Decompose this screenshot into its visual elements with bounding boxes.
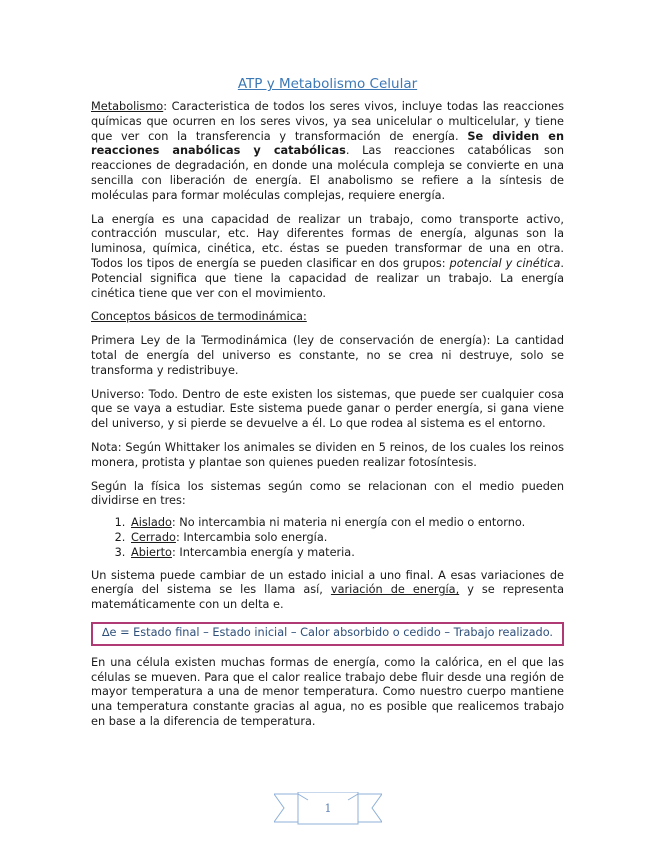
paragraph-text: : Caracteristica de todos los seres vivos, incluye todas las reacciones químicas que ocurren en los seres vivos, ya sea unicelular o multicelular, y tiene que ver con la transferencia y transformación de energía. <box>91 100 564 143</box>
paragraph-text: Un sistema puede cambiar de un estado inicial a uno final. A esas variaciones de energía del sistema se les llama así, <box>91 568 564 597</box>
systems-list <box>91 516 564 560</box>
paragraph-text: . Potencial significa que tiene la capacidad de realizar un trabajo. La energía cinética tiene que ver con el movimiento. <box>91 256 565 300</box>
document-page <box>91 76 564 739</box>
list-item-term: Abierto <box>131 545 172 559</box>
paragraph-nota: Nota: Según Whittaker los animales se dividen en 5 reinos, de los cuales los reinos monera, protista y plantae son quienes pueden realizar fotosíntesis. <box>91 440 564 469</box>
paragraph-universo: Universo: Todo. Dentro de este existen los sistemas, que puede ser cualquier cosa que se vaya a estudiar. Este sistema puede ganar o perder energía, si gana viene del universo, y si pierde se devuelve a él. Lo que rodea al sistema es el entorno. <box>91 387 564 431</box>
paragraph-sistemas: Según la física los sistemas según como se relacionan con el medio pueden dividirse en tres: <box>91 479 564 508</box>
list-item <box>129 516 564 531</box>
page-number: 1 <box>324 802 332 815</box>
term-metabolismo: Metabolismo <box>91 100 164 113</box>
formula-box: ∆e = Estado final – Estado inicial – Calor absorbido o cedido – Trabajo realizado. <box>91 622 564 646</box>
list-item-term: Aislado <box>131 516 172 530</box>
paragraph-celula: En una célula existen muchas formas de energía, como la calórica, en el que las células se mueven. Para que el calor realice trabajo debe fluir desde una región de mayor temperatura a una de menor temperatura. Como nuestro cuerpo mantiene una temperatura constante gracias al agua, no es posible que realicemos trabajo en base a la diferencia de temperatura. <box>91 655 564 728</box>
bold-statement: Se dividen en reacciones anabólicas y catabólicas <box>91 129 564 158</box>
list-item <box>129 546 564 561</box>
paragraph-metabolismo <box>91 100 564 204</box>
page-title: ATP y Metabolismo Celular <box>237 76 418 92</box>
paragraph-variacion <box>91 569 564 613</box>
list-item-term: Cerrado <box>131 530 176 544</box>
list-item <box>129 531 564 546</box>
list-item-desc: : Intercambia solo energía. <box>175 530 328 544</box>
list-item-desc: : No intercambia ni materia ni energía con el medio o entorno. <box>171 516 526 530</box>
paragraph-energia <box>91 213 564 302</box>
paragraph-text: . Las reacciones catabólicas son reacciones de degradación, en donde una molécula compleja se convierte en una sencilla con liberación de energía. El anabolismo se refiere a la síntesis de moléculas para formar moléculas complejas, requiere energía. <box>91 144 564 202</box>
underlined-term: variación de energía, <box>330 583 460 597</box>
page-number-ribbon <box>274 792 382 826</box>
paragraph-text: y se representa matemáticamente con un delta e. <box>91 583 564 612</box>
list-item-desc: : Intercambia energía y materia. <box>171 545 355 559</box>
paragraph-primera-ley: Primera Ley de la Termodinámica (ley de conservación de energía): La cantidad total de energía del universo es constante, no se crea ni destruye, solo se transforma y redistribuye. <box>91 334 564 377</box>
italic-term: potencial y cinética <box>449 256 561 270</box>
section-heading-termodinamica: Conceptos básicos de termodinámica: <box>91 310 307 324</box>
paragraph-text: La energía es una capacidad de realizar un trabajo, como transporte activo, contracción muscular, etc. Hay diferentes formas de energía, algunas son la luminosa, química, cinética, etc. éstas se pueden transformar de una en otra. Todos los tipos de energía se pueden clasificar en dos grupos: <box>91 212 564 270</box>
